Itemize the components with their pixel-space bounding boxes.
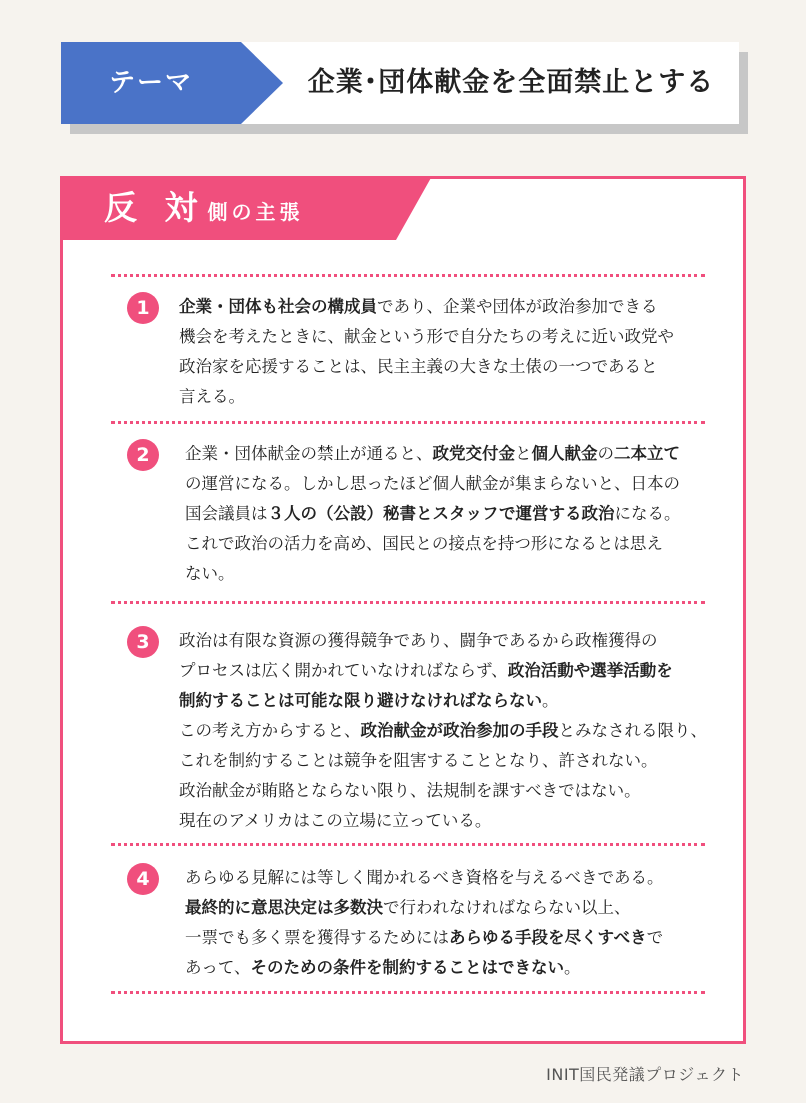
body-text: であり、企業や団体が政治参加できる xyxy=(377,297,658,316)
item-number-badge: 4 xyxy=(127,863,159,895)
body-text: あらゆる見解には等しく聞かれるべき資格を与えるべきである。 xyxy=(185,868,664,887)
argument-line xyxy=(185,469,745,499)
dotted-divider xyxy=(111,991,705,994)
body-text: で行われなければならない以上、 xyxy=(383,898,631,917)
argument-line xyxy=(179,686,739,716)
argument-body xyxy=(185,863,745,983)
body-text: になる。 xyxy=(614,504,681,523)
body-text: ない。 xyxy=(185,564,235,583)
argument-line xyxy=(185,559,745,589)
body-text: この考え方からすると、 xyxy=(179,721,361,740)
dotted-divider xyxy=(111,421,705,424)
argument-line xyxy=(179,322,739,352)
dotted-divider xyxy=(111,274,705,277)
emphasis-text: 最終的に意思決定は多数決 xyxy=(185,898,383,917)
argument-line xyxy=(185,529,745,559)
body-text: 機会を考えたときに、献金という形で自分たちの考えに近い政党や xyxy=(179,327,674,346)
emphasis-text: 企業・団体も社会の構成員 xyxy=(179,297,377,316)
argument-line xyxy=(179,292,739,322)
argument-line xyxy=(185,863,745,893)
argument-line xyxy=(185,923,745,953)
body-text: とみなされる限り、 xyxy=(558,721,707,740)
theme-tag xyxy=(61,42,283,124)
argument-line xyxy=(185,439,745,469)
argument-line xyxy=(179,776,739,806)
body-text: 企業・団体献金の禁止が通ると、 xyxy=(185,444,433,463)
body-text: これを制約することは競争を阻害することとなり、許されない。 xyxy=(179,751,658,770)
argument-line xyxy=(179,352,739,382)
argument-line xyxy=(179,382,739,412)
body-text: あって、 xyxy=(185,958,251,977)
theme-card xyxy=(61,42,739,124)
body-text: 現在のアメリカはこの立場に立っている。 xyxy=(179,811,492,830)
body-text: で xyxy=(646,928,664,947)
stance-main-label: 反 対 xyxy=(104,188,206,227)
argument-body xyxy=(179,626,739,836)
argument-line xyxy=(179,806,739,836)
emphasis-text: ３人の（公設）秘書とスタッフで運営する政治 xyxy=(267,504,615,523)
body-text: 言える。 xyxy=(179,387,245,406)
body-text: の xyxy=(597,444,614,463)
argument-body xyxy=(179,292,739,412)
argument-body xyxy=(185,439,745,589)
dotted-divider xyxy=(111,843,705,846)
body-text: 政治は有限な資源の獲得競争であり、闘争であるから政権獲得の xyxy=(179,631,658,650)
body-text: プロセスは広く開かれていなければならず、 xyxy=(179,661,508,680)
body-text: 国会議員は xyxy=(185,504,268,523)
body-text: の運営になる。しかし思ったほど個人献金が集まらないと、日本の xyxy=(185,474,680,493)
argument-line xyxy=(179,746,739,776)
body-text: 。 xyxy=(564,958,581,977)
stance-sub-label: 側の主張 xyxy=(207,200,304,224)
argument-line xyxy=(185,953,745,983)
emphasis-text: 政治活動や選挙活動を xyxy=(507,661,673,680)
credit-text: INIT国民発議プロジェクト xyxy=(546,1065,744,1084)
emphasis-text: 政治献金が政治参加の手段 xyxy=(360,721,559,740)
body-text: と xyxy=(515,444,532,463)
argument-line xyxy=(185,499,745,529)
emphasis-text: 二本立て xyxy=(614,444,680,463)
item-number-badge: 1 xyxy=(127,292,159,324)
emphasis-text: そのための条件を制約することはできない xyxy=(250,958,565,977)
argument-line xyxy=(185,893,745,923)
emphasis-text: 政党交付金 xyxy=(432,444,515,463)
body-text: 。 xyxy=(542,691,559,710)
body-text: 政治献金が賄賂とならない限り、法規制を課すべきではない。 xyxy=(179,781,641,800)
emphasis-text: 個人献金 xyxy=(531,444,598,463)
body-text: 政治家を応援することは、民主主義の大きな土俵の一つであると xyxy=(179,357,658,376)
dotted-divider xyxy=(111,601,705,604)
argument-line xyxy=(179,656,739,686)
stance-heading xyxy=(104,176,304,240)
opposition-panel xyxy=(60,176,746,1044)
stance-tab xyxy=(60,176,432,240)
emphasis-text: あらゆる手段を尽くすべき xyxy=(449,928,647,947)
theme-title: 企業･団体献金を全面禁止とする xyxy=(307,67,715,98)
body-text: 一票でも多く票を獲得するためには xyxy=(185,928,449,947)
emphasis-text: 制約することは可能な限り避けなければならない xyxy=(179,691,542,710)
body-text: これで政治の活力を高め、国民との接点を持つ形になるとは思え xyxy=(185,534,663,553)
theme-tag-label: テーマ xyxy=(108,68,193,98)
argument-line xyxy=(179,626,739,656)
item-number-badge: 2 xyxy=(127,439,159,471)
argument-line xyxy=(179,716,739,746)
item-number-badge: 3 xyxy=(127,626,159,658)
